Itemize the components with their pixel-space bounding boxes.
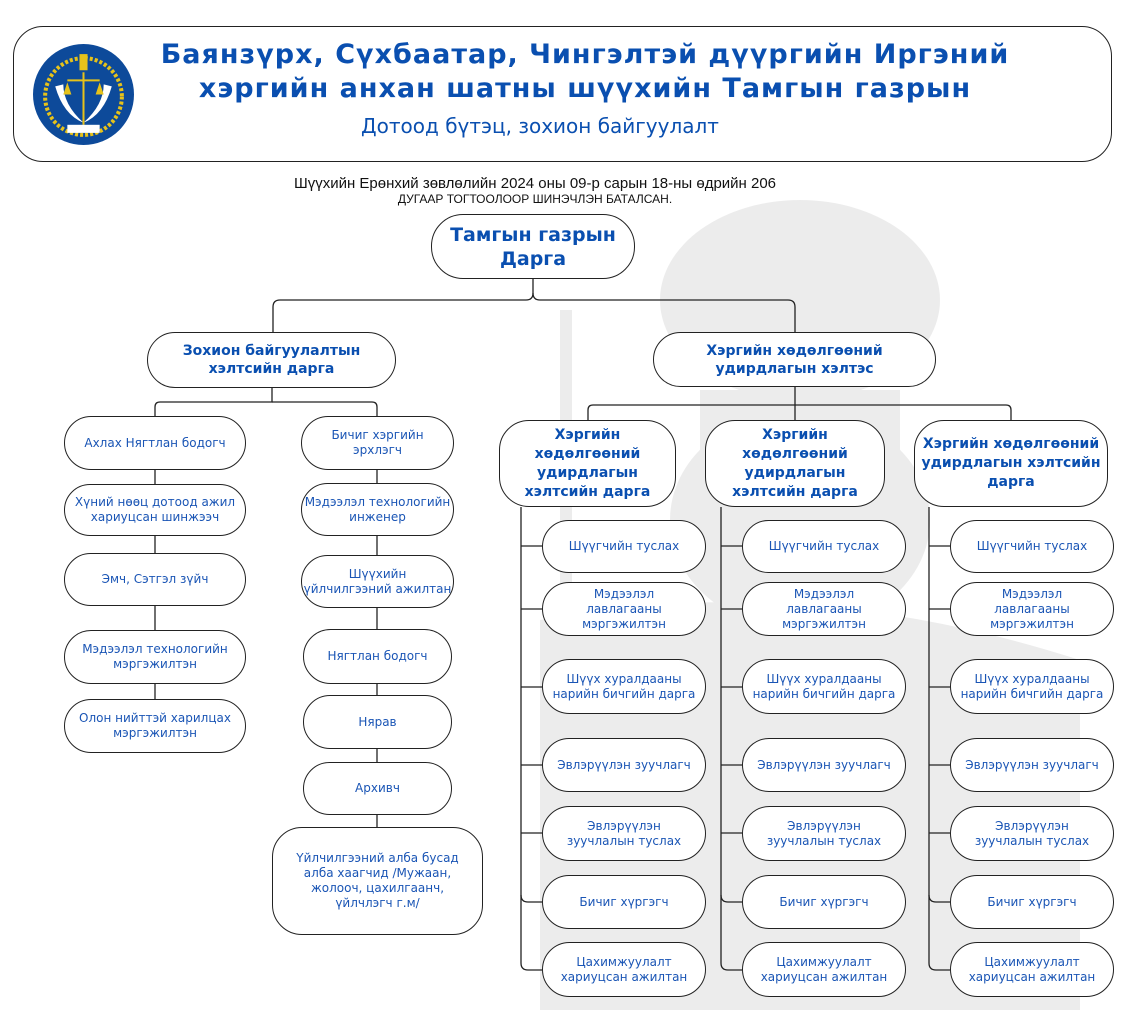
node-case-staff-2-0: Шүүгчийн туслах (742, 520, 906, 573)
node-case-staff-3-5: Бичиг хүргэгч (950, 875, 1114, 929)
node-admin-col1-0: Ахлах Нягтлан бодогч (64, 416, 246, 470)
node-admin-col2-6: Үйлчилгээний алба бусад алба хаагчид /Мужаан, жолооч, цахилгаанч, үйлчлэгч г.м/ (272, 827, 483, 935)
node-case-staff-2-6: Цахимжуулалт хариуцсан ажилтан (742, 942, 906, 997)
node-case-head-2: Хэргийн хөдөлгөөний удирдлагын хэлтсийн дарга (705, 420, 885, 507)
node-admin-col2-1: Мэдээлэл технологийн инженер (301, 483, 454, 536)
node-case-dept: Хэргийн хөдөлгөөний удирдлагын хэлтэс (653, 332, 936, 387)
root-line-1: Тамгын газрын (450, 223, 616, 246)
node-case-staff-1-1: Мэдээлэл лавлагааны мэргэжилтэн (542, 582, 706, 636)
node-case-staff-3-3: Эвлэрүүлэн зуучлагч (950, 738, 1114, 792)
node-admin-col1-1: Хүний нөөц дотоод ажил хариуцсан шинжээч (64, 484, 246, 536)
node-case-staff-2-4: Эвлэрүүлэн зуучлалын туслах (742, 806, 906, 861)
node-admin-head: Зохион байгуулалтын хэлтсийн дарга (147, 332, 396, 388)
page-subtitle: Дотоод бүтэц, зохион байгуулалт (361, 114, 719, 138)
node-case-staff-3-1: Мэдээлэл лавлагааны мэргэжилтэн (950, 582, 1114, 636)
node-admin-col2-5: Архивч (303, 762, 452, 815)
node-case-staff-2-5: Бичиг хүргэгч (742, 875, 906, 929)
node-admin-col1-2: Эмч, Сэтгэл зүйч (64, 553, 246, 606)
decree-line-2: ДУГААР ТОГТООЛООР ШИНЭЧЛЭН БАТАЛСАН. (397, 192, 673, 206)
title-line-2: хэргийн анхан шатны шүүхийн Тамгын газрын (198, 73, 972, 104)
node-admin-col1-3: Мэдээлэл технологийн мэргэжилтэн (64, 630, 246, 684)
node-case-head-1: Хэргийн хөдөлгөөний удирдлагын хэлтсийн дарга (499, 420, 676, 507)
title-line-1: Баянзүрх, Сүхбаатар, Чингэлтэй дүүргийн Иргэний (160, 39, 1010, 70)
node-case-staff-1-3: Эвлэрүүлэн зуучлагч (542, 738, 706, 792)
node-office-director (431, 214, 635, 279)
node-case-staff-1-6: Цахимжуулалт хариуцсан ажилтан (542, 942, 706, 997)
node-admin-col2-2: Шүүхийн үйлчилгээний ажилтан (301, 555, 454, 608)
node-case-staff-3-4: Эвлэрүүлэн зуучлалын туслах (950, 806, 1114, 861)
node-admin-col2-4: Нярав (303, 695, 452, 749)
node-case-staff-3-2: Шүүх хуралдааны нарийн бичгийн дарга (950, 659, 1114, 714)
node-admin-col2-0: Бичиг хэргийн эрхлэгч (301, 416, 454, 470)
node-admin-col2-3: Нягтлан бодогч (303, 629, 452, 684)
node-case-staff-2-1: Мэдээлэл лавлагааны мэргэжилтэн (742, 582, 906, 636)
node-case-staff-3-0: Шүүгчийн туслах (950, 520, 1114, 573)
node-case-staff-1-0: Шүүгчийн туслах (542, 520, 706, 573)
node-case-staff-1-5: Бичиг хүргэгч (542, 875, 706, 929)
node-case-staff-2-3: Эвлэрүүлэн зуучлагч (742, 738, 906, 792)
node-admin-col1-4: Олон нийттэй харилцах мэргэжилтэн (64, 699, 246, 753)
node-case-head-3: Хэргийн хөдөлгөөний удирдлагын хэлтсийн дарга (914, 420, 1108, 507)
node-case-staff-2-2: Шүүх хуралдааны нарийн бичгийн дарга (742, 659, 906, 714)
node-case-staff-1-2: Шүүх хуралдааны нарийн бичгийн дарга (542, 659, 706, 714)
node-case-staff-1-4: Эвлэрүүлэн зуучлалын туслах (542, 806, 706, 861)
node-case-staff-3-6: Цахимжуулалт хариуцсан ажилтан (950, 942, 1114, 997)
root-line-2: Дарга (499, 247, 567, 270)
decree-line-1: Шүүхийн Ерөнхий зөвлөлийн 2024 оны 09-р сарын 18-ны өдрийн 206 (293, 175, 777, 192)
